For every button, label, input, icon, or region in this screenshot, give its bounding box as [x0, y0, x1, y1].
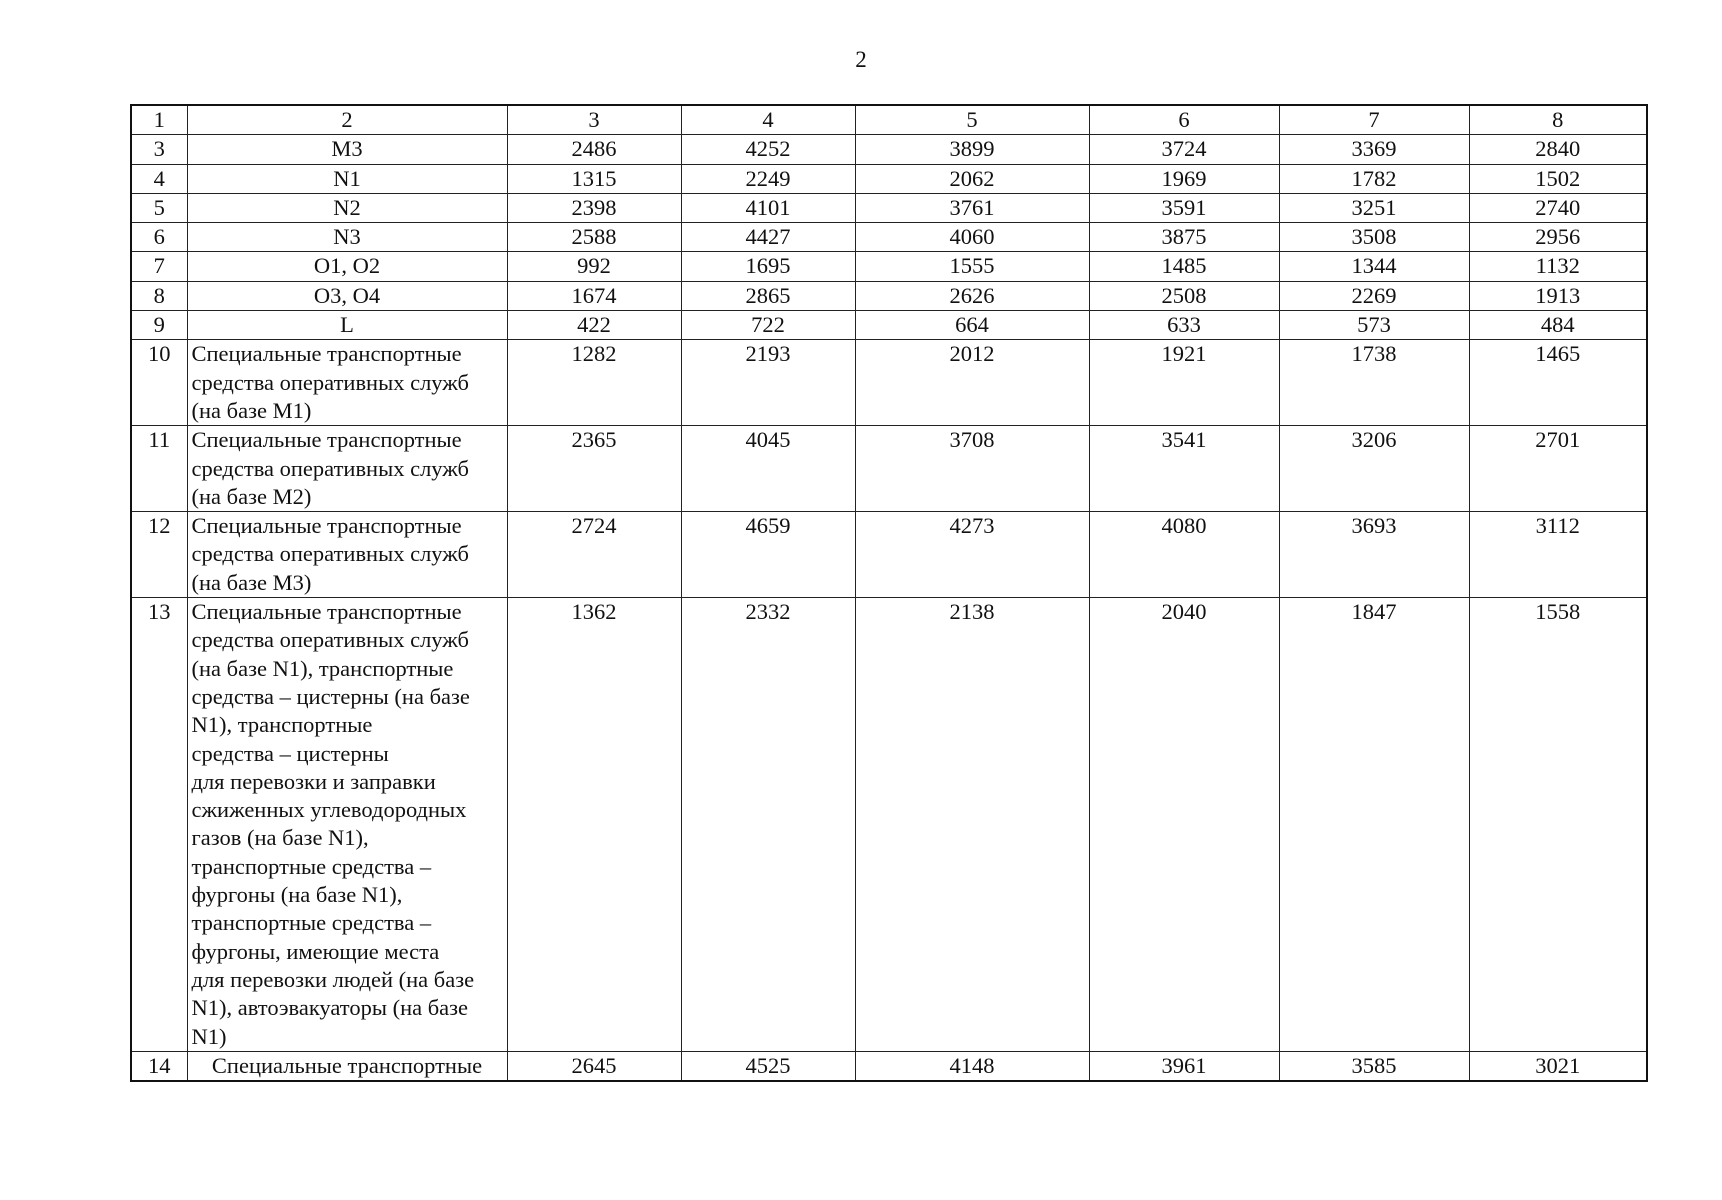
- value-cell-col-8: 1502: [1469, 164, 1647, 193]
- row-number-cell: 4: [131, 164, 187, 193]
- value-cell-col-5: 1555: [855, 252, 1089, 281]
- header-cell-7: 7: [1279, 105, 1469, 135]
- vehicle-category-cell: N3: [187, 223, 507, 252]
- row-number-cell: 6: [131, 223, 187, 252]
- header-row: [131, 105, 1647, 135]
- value-cell-col-8: 3112: [1469, 512, 1647, 598]
- value-cell-col-5: 3899: [855, 135, 1089, 164]
- table-row: [131, 340, 1647, 426]
- value-cell-col-8: 484: [1469, 311, 1647, 340]
- value-cell-col-3: 2486: [507, 135, 681, 164]
- value-cell-col-8: 2840: [1469, 135, 1647, 164]
- row-number-cell: 10: [131, 340, 187, 426]
- value-cell-col-8: 1913: [1469, 281, 1647, 310]
- header-cell-8: 8: [1469, 105, 1647, 135]
- table-row: [131, 426, 1647, 512]
- vehicle-category-cell: O1, O2: [187, 252, 507, 281]
- value-cell-col-4: 2193: [681, 340, 855, 426]
- value-cell-col-3: 1315: [507, 164, 681, 193]
- header-cell-5: 5: [855, 105, 1089, 135]
- value-cell-col-3: 2398: [507, 193, 681, 222]
- table-row: [131, 252, 1647, 281]
- header-cell-3: 3: [507, 105, 681, 135]
- vehicle-category-cell: Специальные транспортные средства оперативных служб (на базе M2): [187, 426, 507, 512]
- value-cell-col-4: 2249: [681, 164, 855, 193]
- value-cell-col-4: 722: [681, 311, 855, 340]
- value-cell-col-8: 1132: [1469, 252, 1647, 281]
- value-cell-col-3: 2645: [507, 1051, 681, 1081]
- vehicle-category-cell: Специальные транспортные: [187, 1051, 507, 1081]
- page-number: 2: [855, 47, 867, 72]
- value-cell-col-5: 4148: [855, 1051, 1089, 1081]
- value-cell-col-3: 1282: [507, 340, 681, 426]
- value-cell-col-8: 2701: [1469, 426, 1647, 512]
- value-cell-col-5: 664: [855, 311, 1089, 340]
- value-cell-col-5: 4273: [855, 512, 1089, 598]
- value-cell-col-6: 3591: [1089, 193, 1279, 222]
- table-body: [131, 105, 1647, 1081]
- value-cell-col-7: 3206: [1279, 426, 1469, 512]
- value-cell-col-5: 2012: [855, 340, 1089, 426]
- value-cell-col-3: 992: [507, 252, 681, 281]
- row-number-cell: 14: [131, 1051, 187, 1081]
- value-cell-col-4: 4045: [681, 426, 855, 512]
- value-cell-col-4: 4659: [681, 512, 855, 598]
- row-number-cell: 13: [131, 598, 187, 1052]
- value-cell-col-6: 1969: [1089, 164, 1279, 193]
- value-cell-col-3: 422: [507, 311, 681, 340]
- table-row: [131, 311, 1647, 340]
- value-cell-col-5: 3761: [855, 193, 1089, 222]
- value-cell-col-7: 2269: [1279, 281, 1469, 310]
- value-cell-col-4: 1695: [681, 252, 855, 281]
- row-number-cell: 7: [131, 252, 187, 281]
- table-row: [131, 193, 1647, 222]
- value-cell-col-3: 2365: [507, 426, 681, 512]
- row-number-cell: 9: [131, 311, 187, 340]
- value-cell-col-8: 1465: [1469, 340, 1647, 426]
- value-cell-col-7: 573: [1279, 311, 1469, 340]
- value-cell-col-3: 2724: [507, 512, 681, 598]
- value-cell-col-7: 3251: [1279, 193, 1469, 222]
- value-cell-col-7: 1738: [1279, 340, 1469, 426]
- row-number-cell: 8: [131, 281, 187, 310]
- table-row: [131, 512, 1647, 598]
- vehicle-category-cell: N1: [187, 164, 507, 193]
- table-row: [131, 598, 1647, 1052]
- vehicle-category-cell: Специальные транспортные средства оперативных служб (на базе M1): [187, 340, 507, 426]
- value-cell-col-7: 1344: [1279, 252, 1469, 281]
- value-cell-col-6: 4080: [1089, 512, 1279, 598]
- value-cell-col-4: 2865: [681, 281, 855, 310]
- value-cell-col-6: 1921: [1089, 340, 1279, 426]
- table-row: [131, 1051, 1647, 1081]
- value-cell-col-5: 4060: [855, 223, 1089, 252]
- value-cell-col-6: 3541: [1089, 426, 1279, 512]
- header-cell-2: 2: [187, 105, 507, 135]
- value-cell-col-7: 3369: [1279, 135, 1469, 164]
- value-cell-col-6: 3875: [1089, 223, 1279, 252]
- row-number-cell: 3: [131, 135, 187, 164]
- value-cell-col-3: 1674: [507, 281, 681, 310]
- value-cell-col-5: 3708: [855, 426, 1089, 512]
- value-cell-col-6: 1485: [1089, 252, 1279, 281]
- value-cell-col-4: 4252: [681, 135, 855, 164]
- header-cell-1: 1: [131, 105, 187, 135]
- value-cell-col-7: 1782: [1279, 164, 1469, 193]
- value-cell-col-6: 3724: [1089, 135, 1279, 164]
- value-cell-col-4: 4427: [681, 223, 855, 252]
- header-cell-6: 6: [1089, 105, 1279, 135]
- value-cell-col-5: 2138: [855, 598, 1089, 1052]
- value-cell-col-3: 1362: [507, 598, 681, 1052]
- value-cell-col-8: 2740: [1469, 193, 1647, 222]
- vehicle-category-cell: N2: [187, 193, 507, 222]
- value-cell-col-7: 1847: [1279, 598, 1469, 1052]
- value-cell-col-4: 2332: [681, 598, 855, 1052]
- row-number-cell: 5: [131, 193, 187, 222]
- table-row: [131, 223, 1647, 252]
- vehicle-category-cell: M3: [187, 135, 507, 164]
- value-cell-col-6: 2508: [1089, 281, 1279, 310]
- value-cell-col-4: 4525: [681, 1051, 855, 1081]
- vehicle-category-cell: Специальные транспортные средства оперативных служб (на базе M3): [187, 512, 507, 598]
- value-cell-col-4: 4101: [681, 193, 855, 222]
- value-cell-col-5: 2626: [855, 281, 1089, 310]
- value-cell-col-5: 2062: [855, 164, 1089, 193]
- data-table: [130, 104, 1648, 1082]
- value-cell-col-7: 3508: [1279, 223, 1469, 252]
- value-cell-col-6: 633: [1089, 311, 1279, 340]
- vehicle-category-cell: Специальные транспортные средства оперативных служб (на базе N1), транспортные средства – цистерны (на базе N1), транспортные средства – цистерны для перевозки и заправки сжиженных углеводородных газов (на базе N1), транспортные средства – фургоны (на базе N1), транспортные средства – фургоны, имеющие места для перевозки людей (на базе N1), автоэвакуаторы (на базе N1): [187, 598, 507, 1052]
- header-cell-4: 4: [681, 105, 855, 135]
- vehicle-category-cell: L: [187, 311, 507, 340]
- row-number-cell: 12: [131, 512, 187, 598]
- value-cell-col-8: 2956: [1469, 223, 1647, 252]
- value-cell-col-6: 3961: [1089, 1051, 1279, 1081]
- vehicle-category-cell: O3, O4: [187, 281, 507, 310]
- value-cell-col-7: 3585: [1279, 1051, 1469, 1081]
- row-number-cell: 11: [131, 426, 187, 512]
- value-cell-col-8: 1558: [1469, 598, 1647, 1052]
- value-cell-col-7: 3693: [1279, 512, 1469, 598]
- value-cell-col-3: 2588: [507, 223, 681, 252]
- table-row: [131, 281, 1647, 310]
- table-row: [131, 135, 1647, 164]
- value-cell-col-8: 3021: [1469, 1051, 1647, 1081]
- table-row: [131, 164, 1647, 193]
- value-cell-col-6: 2040: [1089, 598, 1279, 1052]
